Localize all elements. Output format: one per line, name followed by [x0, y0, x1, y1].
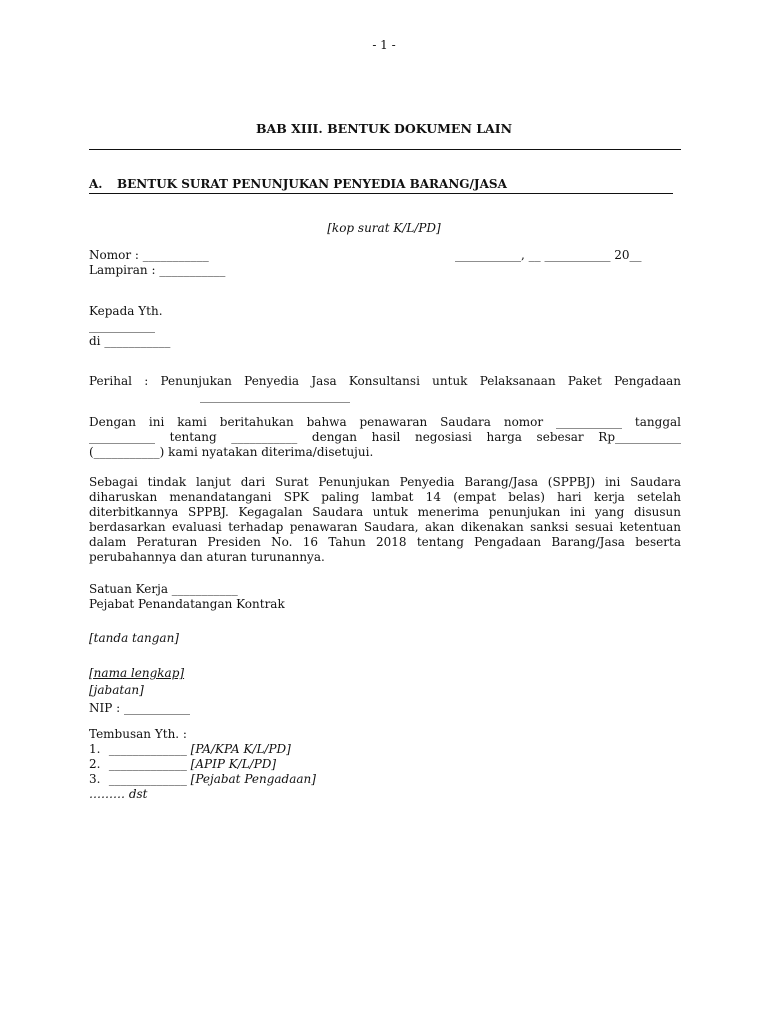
perihal-block — [89, 374, 681, 403]
paragraph-2-line: diterbitkannya SPPBJ. Kegagalan Saudara untuk menerima penunjukan ini yang disusun — [89, 505, 681, 519]
tembusan-number: 2. — [89, 757, 101, 771]
paragraph-1-line: ___________ tentang ___________ dengan hasil negosiasi harga sebesar Rp___________ — [89, 430, 681, 444]
letterhead-placeholder: [kop surat K/L/PD] — [327, 221, 441, 235]
lampiran-line: Lampiran : ___________ — [89, 263, 226, 277]
kepada-line: Kepada Yth. — [89, 304, 163, 318]
paragraph-1-line: (___________) kami nyatakan diterima/disetujui. — [89, 445, 374, 459]
tembusan-label: [APIP K/L/PD] — [190, 757, 277, 771]
tembusan-item — [89, 757, 276, 771]
pejabat-line: Pejabat Penandatangan Kontrak — [89, 597, 285, 611]
signature-placeholder: [tanda tangan] — [89, 631, 179, 645]
perihal-line-1: Perihal : Penunjukan Penyedia Jasa Konsultansi untuk Pelaksanaan Paket Pengadaan — [89, 374, 681, 388]
paragraph-2-line: dalam Peraturan Presiden No. 16 Tahun 2018 tentang Pengadaan Barang/Jasa beserta — [89, 535, 681, 549]
chapter-title: BAB XIII. BENTUK DOKUMEN LAIN — [255, 121, 512, 136]
tembusan-dst: ……… dst — [89, 787, 148, 801]
satuan-kerja-line: Satuan Kerja ___________ — [89, 582, 238, 596]
paragraph-2-line: perubahannya dan aturan turunannya. — [89, 550, 325, 564]
chapter-rule — [89, 149, 681, 150]
paragraph-1 — [89, 415, 681, 460]
tembusan-label: [Pejabat Pengadaan] — [190, 772, 316, 786]
tembusan-blank: _____________ — [108, 742, 187, 756]
page-number: - 1 - — [372, 38, 396, 52]
full-name-placeholder: [nama lengkap] — [89, 666, 185, 680]
tembusan-number: 3. — [89, 772, 101, 786]
position-placeholder: [jabatan] — [89, 683, 144, 697]
di-line: di ___________ — [89, 334, 171, 348]
tembusan-number: 1. — [89, 742, 101, 756]
tembusan-item — [89, 742, 291, 756]
nomor-line: Nomor : ___________ — [89, 248, 209, 262]
paragraph-2-line: diharuskan menandatangani SPK paling lambat 14 (empat belas) hari kerja setelah — [89, 490, 681, 504]
tembusan-blank: _____________ — [108, 772, 187, 786]
section-letter: A. — [89, 177, 103, 191]
tembusan-title: Tembusan Yth. : — [89, 727, 187, 741]
tembusan-label: [PA/KPA K/L/PD] — [190, 742, 291, 756]
perihal-line-2: _________________________ — [200, 389, 350, 403]
nip-line: NIP : ___________ — [89, 701, 190, 715]
paragraph-2-line: berdasarkan evaluasi terhadap penawaran Saudara, akan dikenakan sanksi sesuai ketentuan — [89, 520, 681, 534]
section-title: BENTUK SURAT PENUNJUKAN PENYEDIA BARANG/JASA — [117, 177, 507, 191]
paragraph-2-line: Sebagai tindak lanjut dari Surat Penunjukan Penyedia Barang/Jasa (SPPBJ) ini Saudara — [89, 475, 681, 489]
recipient-blank: ___________ — [89, 319, 155, 333]
paragraph-2 — [89, 475, 681, 565]
tembusan-blank: _____________ — [108, 757, 187, 771]
tembusan-item — [89, 772, 316, 786]
date-line: ___________, __ ___________ 20__ — [455, 248, 642, 262]
section-rule — [89, 193, 673, 194]
paragraph-1-line: Dengan ini kami beritahukan bahwa penawaran Saudara nomor ___________ tanggal — [89, 415, 681, 429]
